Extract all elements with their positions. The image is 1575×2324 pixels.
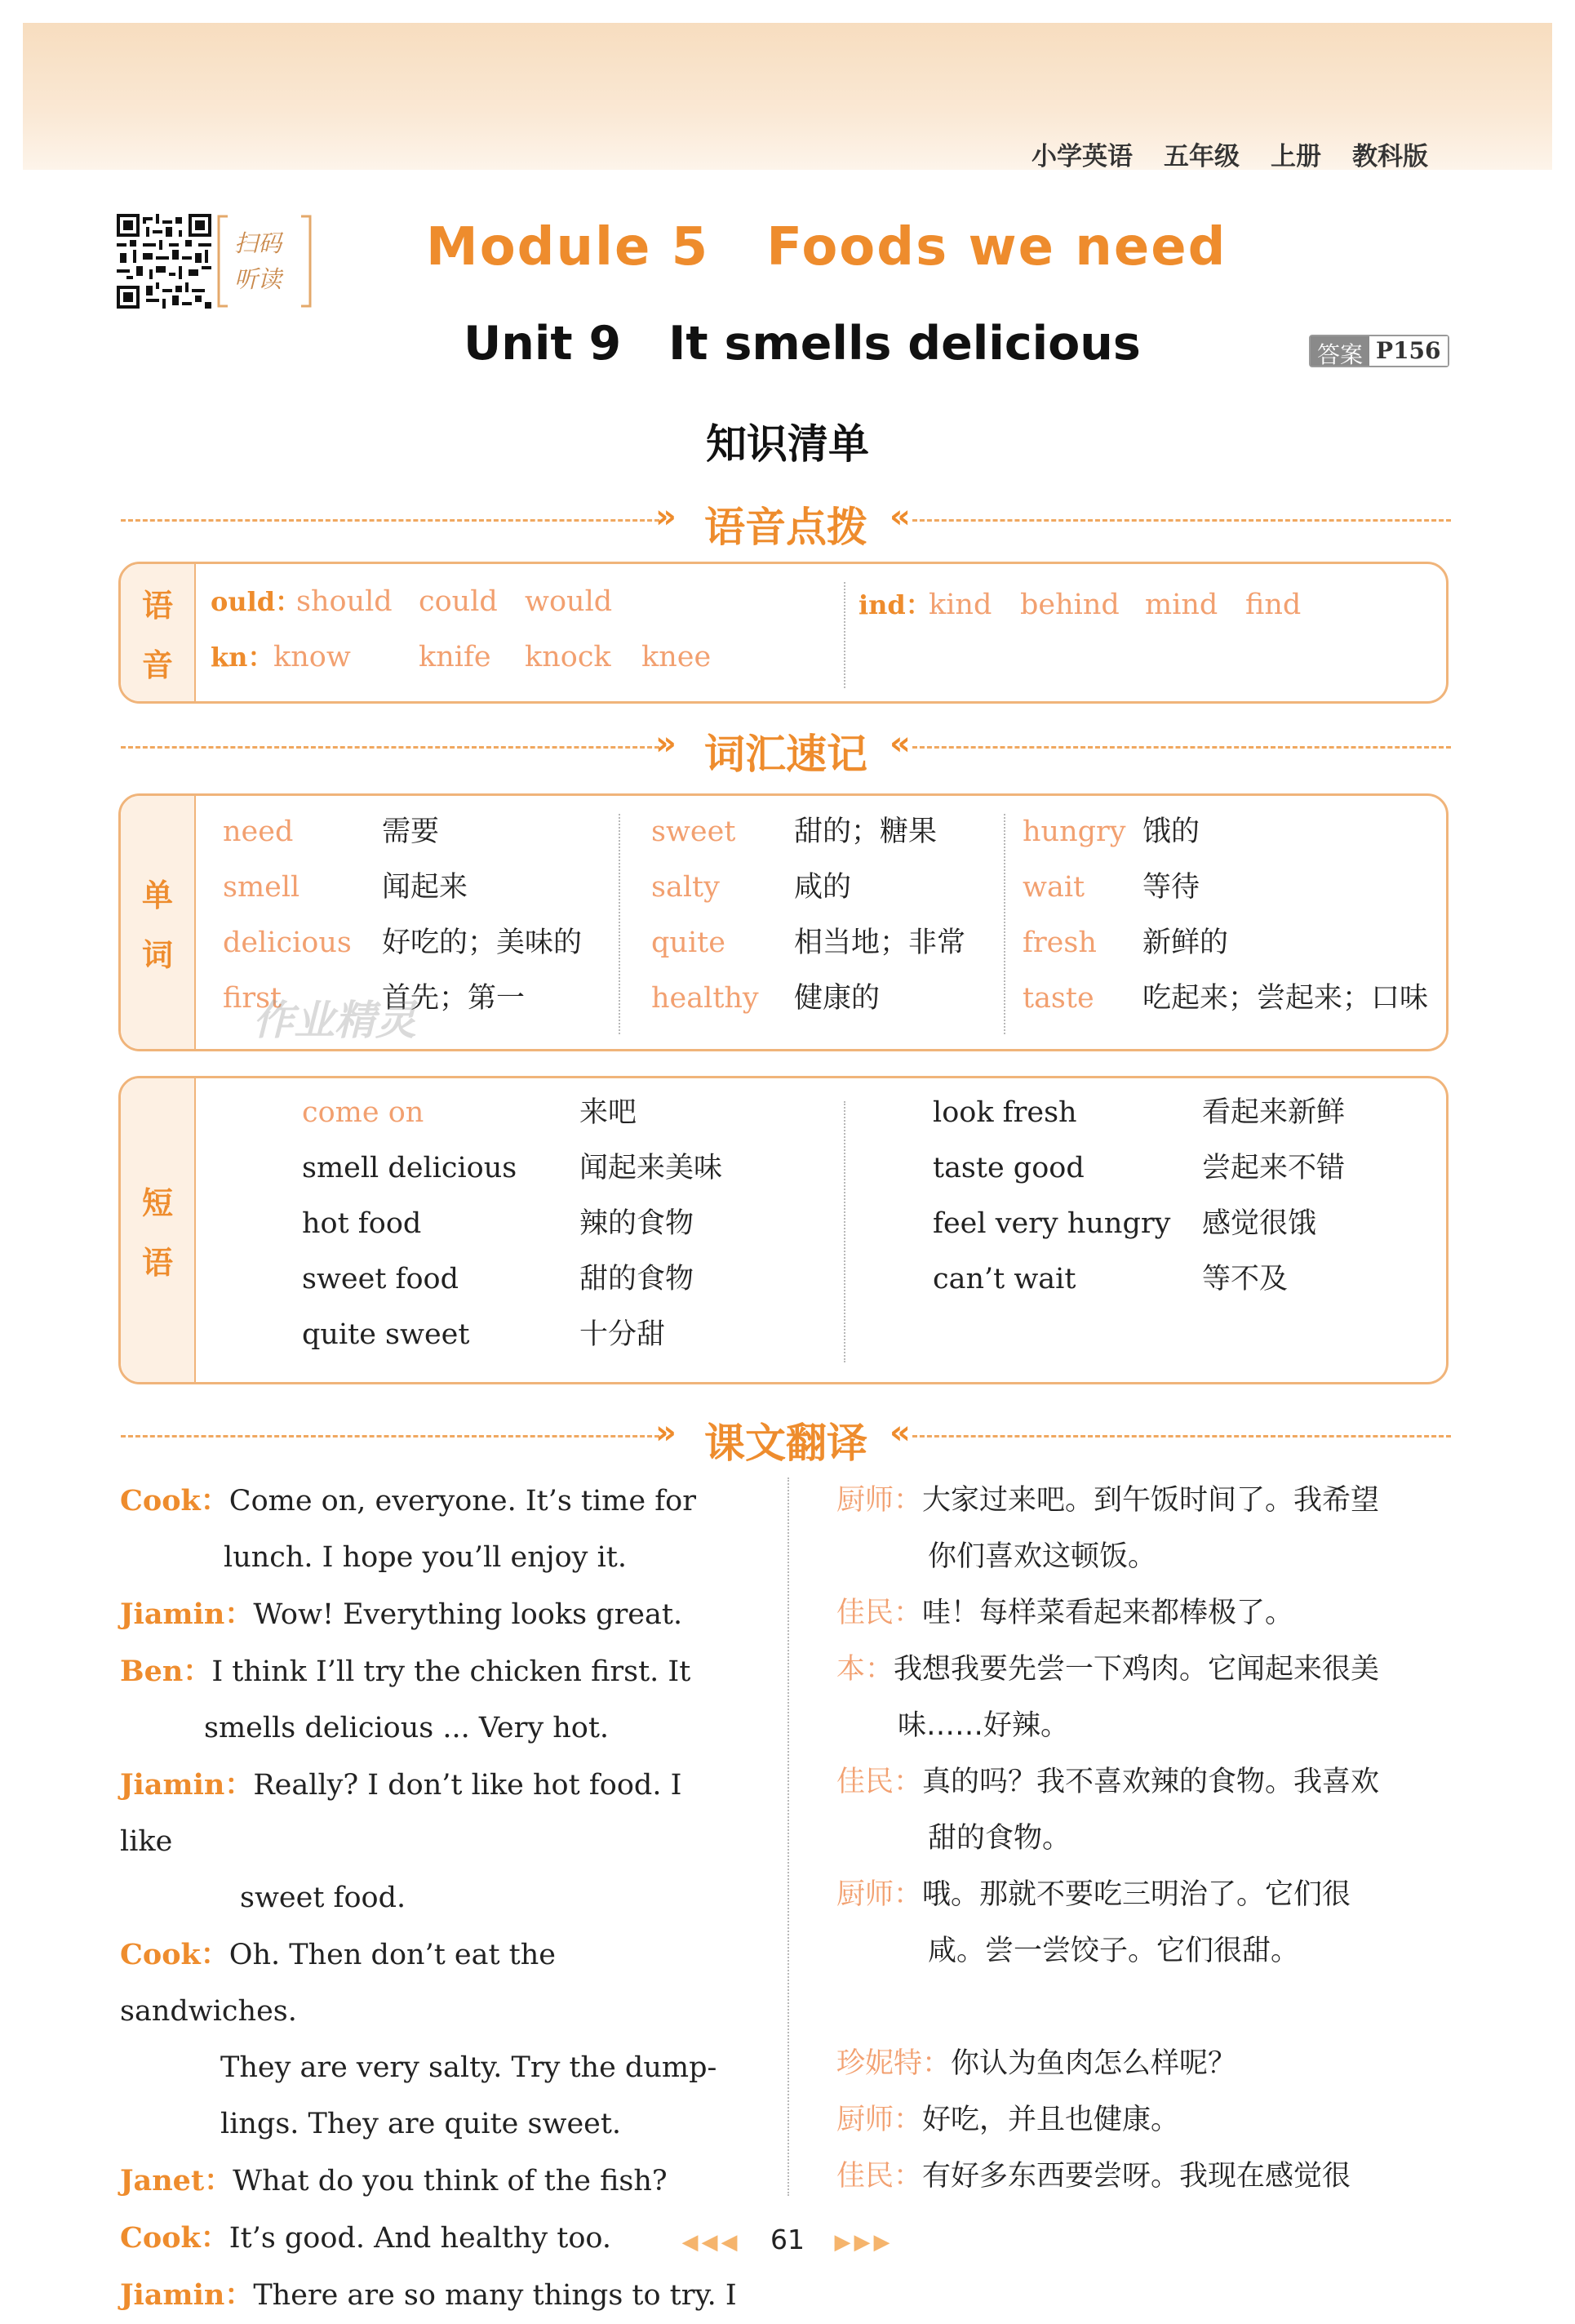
speaker-name: 佳民：	[836, 2160, 923, 2193]
chevron-right-icon: »	[655, 498, 677, 535]
speaker-name: 厨师：	[836, 2104, 923, 2136]
speaker-name: Janet：	[120, 2164, 233, 2197]
speaker-name: 厨师：	[836, 1878, 923, 1911]
dialogue-line: 哇！每样菜看起来都棒极了。	[922, 1597, 1294, 1629]
dialogue-turn	[836, 1473, 1457, 1585]
dialogue-spacer	[836, 1980, 1457, 2036]
arrow-left-icon: ◀◀◀	[681, 2230, 741, 2255]
word-en: taste	[1023, 982, 1094, 1015]
word-en: salty	[651, 871, 720, 904]
side-char: 语	[141, 588, 173, 624]
dialogue-turn	[120, 1643, 740, 1757]
phrase-en: come on	[302, 1096, 424, 1129]
scan-line-2: 听读	[234, 265, 282, 293]
dialogue-english	[120, 1473, 740, 2324]
speaker-name: 本：	[836, 1653, 894, 1686]
phonics-pattern: ould：	[211, 586, 302, 617]
phrase-en: sweet food	[302, 1263, 459, 1295]
word-cn: 咸的	[794, 871, 852, 904]
phonics-word: kind	[929, 589, 992, 621]
word-cn: 需要	[382, 815, 440, 848]
scan-to-listen[interactable]	[216, 214, 313, 309]
speaker-name: Jiamin：	[120, 2278, 254, 2312]
word-cn: 健康的	[794, 982, 881, 1015]
phrase-cn: 甜的食物	[579, 1263, 694, 1295]
module-title	[426, 217, 1227, 278]
book-info	[1032, 136, 1428, 172]
phonics-word: knife	[419, 641, 491, 673]
side-char: 词	[141, 937, 173, 973]
word-en: first	[223, 982, 282, 1015]
side-char: 单	[141, 878, 173, 913]
phrase-en: feel very hungry	[933, 1207, 1171, 1240]
dialogue-line: Come on, everyone. It’s time for	[228, 1485, 696, 1517]
word-en: smell	[223, 871, 300, 904]
phrase-cn: 看起来新鲜	[1202, 1096, 1346, 1129]
volume-label: 上册	[1271, 142, 1321, 171]
section-header-vocab	[121, 718, 1451, 778]
section-title-translation: 课文翻译	[704, 1420, 867, 1467]
dialogue-turn	[120, 1473, 740, 1586]
phrase-cn: 等不及	[1202, 1263, 1289, 1295]
dialogue-turn	[836, 1867, 1457, 1980]
word-cn: 饿的	[1142, 815, 1200, 848]
dialogue-turn	[120, 2153, 740, 2210]
word-en: quite	[651, 926, 725, 959]
unit-number: Unit 9	[464, 317, 622, 371]
dash-line-right	[912, 1435, 1451, 1438]
dialogue-turn	[836, 1642, 1457, 1754]
phrase-en: look fresh	[933, 1096, 1077, 1129]
dialogue-turn	[120, 1586, 740, 1643]
qr-code-icon[interactable]	[117, 214, 211, 309]
phrase-en: quite sweet	[302, 1318, 470, 1351]
column-divider	[844, 582, 845, 688]
dialogue-turn	[836, 1585, 1457, 1642]
word-cn: 首先；第一	[382, 982, 526, 1015]
phonics-word: find	[1245, 589, 1302, 621]
dialogue-line: 味……好辣。	[898, 1709, 1070, 1742]
phrase-cn: 辣的食物	[579, 1207, 694, 1240]
section-title-phonics: 语音点拨	[704, 504, 867, 551]
header-banner	[23, 23, 1552, 170]
dialogue-line: smells delicious ... Very hot.	[204, 1712, 610, 1744]
dialogue-line: What do you think of the fish?	[233, 2165, 668, 2197]
dialogue-turn	[836, 2092, 1457, 2148]
word-cn: 甜的；糖果	[794, 815, 938, 848]
side-char: 短	[141, 1185, 173, 1221]
answer-reference[interactable]	[1309, 335, 1449, 367]
phonics-side-label	[121, 564, 196, 701]
dialogue-line: 好吃，并且也健康。	[922, 2104, 1180, 2136]
speaker-name: Cook：	[120, 2221, 229, 2255]
word-cn: 等待	[1142, 871, 1200, 904]
dialogue-line: Oh. Then don’t eat the sandwiches.	[120, 1939, 556, 2028]
dialogue-turn	[836, 2148, 1457, 2205]
unit-name: It smells delicious	[668, 317, 1141, 371]
phrases-side-label	[121, 1078, 196, 1382]
speaker-name: Cook：	[120, 1938, 229, 1971]
word-cn: 好吃的；美味的	[382, 926, 583, 959]
side-char: 语	[141, 1245, 173, 1281]
speaker-name: 厨师：	[836, 1484, 923, 1517]
word-en: sweet	[651, 815, 736, 848]
dialogue-line: 有好多东西要尝呀。我现在感觉很	[922, 2160, 1351, 2193]
side-char: 音	[141, 647, 173, 683]
dialogue-line: Really? I don’t like hot food. I like	[120, 1769, 682, 1858]
phonics-word: knock	[525, 641, 611, 673]
dialogue-line: I think I’ll try the chicken first. It	[211, 1655, 691, 1688]
unit-title	[464, 317, 1141, 371]
dialogue-line: sweet food.	[240, 1882, 406, 1914]
speaker-name: Jiamin：	[120, 1768, 254, 1802]
dialogue-line: 我想我要先尝一下鸡肉。它闻起来很美	[894, 1653, 1380, 1686]
dialogue-line: lings. They are quite sweet.	[220, 2108, 622, 2140]
phonics-pattern: ind：	[858, 589, 932, 620]
dialogue-turn	[120, 2267, 740, 2324]
column-divider	[844, 1101, 845, 1362]
column-divider	[1004, 814, 1005, 1034]
word-cn: 闻起来	[382, 871, 468, 904]
subject-label: 小学英语	[1032, 142, 1133, 171]
speaker-name: Ben：	[120, 1655, 212, 1688]
phonics-word: behind	[1020, 589, 1120, 621]
phonics-word: would	[525, 585, 613, 618]
word-en: need	[223, 815, 294, 848]
words-side-label	[121, 796, 196, 1049]
word-cn: 相当地；非常	[794, 926, 966, 959]
dialogue-turn	[120, 1757, 740, 1926]
chevron-left-icon: «	[890, 1414, 911, 1451]
scan-line-1: 扫码	[234, 229, 282, 257]
word-en: hungry	[1023, 815, 1126, 848]
chevron-right-icon: »	[655, 725, 677, 762]
phrase-cn: 闻起来美味	[579, 1152, 723, 1184]
dialogue-turn	[836, 1754, 1457, 1867]
dash-line-right	[912, 519, 1451, 522]
answer-label: 答案	[1311, 336, 1369, 366]
phrase-en: can’t wait	[933, 1263, 1076, 1295]
phrase-en: hot food	[302, 1207, 422, 1240]
dialogue-turn	[836, 2036, 1457, 2092]
dialogue-chinese	[836, 1473, 1457, 2205]
phrase-cn: 尝起来不错	[1202, 1152, 1346, 1184]
section-title-vocab: 词汇速记	[704, 731, 867, 778]
word-en: delicious	[223, 926, 352, 959]
dialogue-line: Wow! Everything looks great.	[253, 1598, 683, 1631]
speaker-name: Jiamin：	[120, 1597, 254, 1631]
phrases-box	[118, 1076, 1449, 1384]
word-en: wait	[1023, 871, 1085, 904]
module-name: Foods we need	[766, 217, 1227, 278]
dash-line-right	[912, 746, 1451, 749]
page-footer	[0, 2224, 1575, 2255]
phrase-cn: 感觉很饿	[1202, 1207, 1317, 1240]
dialogue-line: It’s good. And healthy too.	[228, 2222, 611, 2255]
dialogue-line: 咸。尝一尝饺子。它们很甜。	[928, 1935, 1300, 1967]
phonics-word: should	[296, 585, 393, 618]
word-en: fresh	[1023, 926, 1097, 959]
section-header-translation	[121, 1407, 1451, 1467]
knowledge-list-title: 知识清单	[706, 420, 869, 468]
dialogue-line: They are very salty. Try the dump-	[220, 2051, 717, 2084]
section-header-phonics	[121, 491, 1451, 549]
dialogue-turn	[120, 1926, 740, 2153]
arrow-right-icon: ▶▶▶	[834, 2230, 894, 2255]
answer-page: P156	[1369, 336, 1448, 366]
grade-label: 五年级	[1164, 142, 1240, 171]
word-cn: 新鲜的	[1142, 926, 1229, 959]
column-divider	[619, 814, 620, 1034]
phonics-word: knee	[641, 641, 712, 673]
phrase-cn: 来吧	[579, 1096, 637, 1129]
speaker-name: 佳民：	[836, 1597, 923, 1629]
dialogue-line: 真的吗？我不喜欢辣的食物。我喜欢	[922, 1766, 1380, 1798]
dialogue-line: 你认为鱼肉怎么样呢？	[951, 2047, 1237, 2080]
chevron-left-icon: «	[890, 725, 911, 762]
page-number: 61	[770, 2224, 805, 2255]
edition-label: 教科版	[1352, 142, 1428, 171]
phrase-cn: 十分甜	[579, 1318, 666, 1351]
dialogue-line: There are so many things to try. I	[253, 2279, 737, 2312]
dialogue-line: 大家过来吧。到午饭时间了。我希望	[922, 1484, 1380, 1517]
word-en: healthy	[651, 982, 759, 1015]
dialogue-line: 甜的食物。	[928, 1822, 1071, 1855]
watermark: 作业精灵	[253, 997, 416, 1044]
word-cn: 吃起来；尝起来；口味	[1142, 982, 1429, 1015]
speaker-name: Cook：	[120, 1484, 229, 1517]
phonics-pattern: kn：	[211, 642, 274, 673]
dialogue-divider	[788, 1477, 789, 2196]
module-number: Module 5	[426, 217, 710, 278]
phonics-word: know	[273, 641, 351, 673]
phrase-en: taste good	[933, 1152, 1085, 1184]
phonics-word: mind	[1145, 589, 1218, 621]
chevron-right-icon: »	[655, 1414, 677, 1451]
phrase-en: smell delicious	[302, 1152, 517, 1184]
speaker-name: 珍妮特：	[836, 2047, 952, 2080]
phonics-word: could	[419, 585, 498, 618]
phonics-box	[118, 562, 1449, 704]
speaker-name: 佳民：	[836, 1766, 923, 1798]
chevron-left-icon: «	[890, 498, 911, 535]
dialogue-line: lunch. I hope you’ll enjoy it.	[224, 1541, 627, 1574]
dialogue-line: 你们喜欢这顿饭。	[928, 1540, 1157, 1573]
dialogue-line: 哦。那就不要吃三明治了。它们很	[922, 1878, 1351, 1911]
